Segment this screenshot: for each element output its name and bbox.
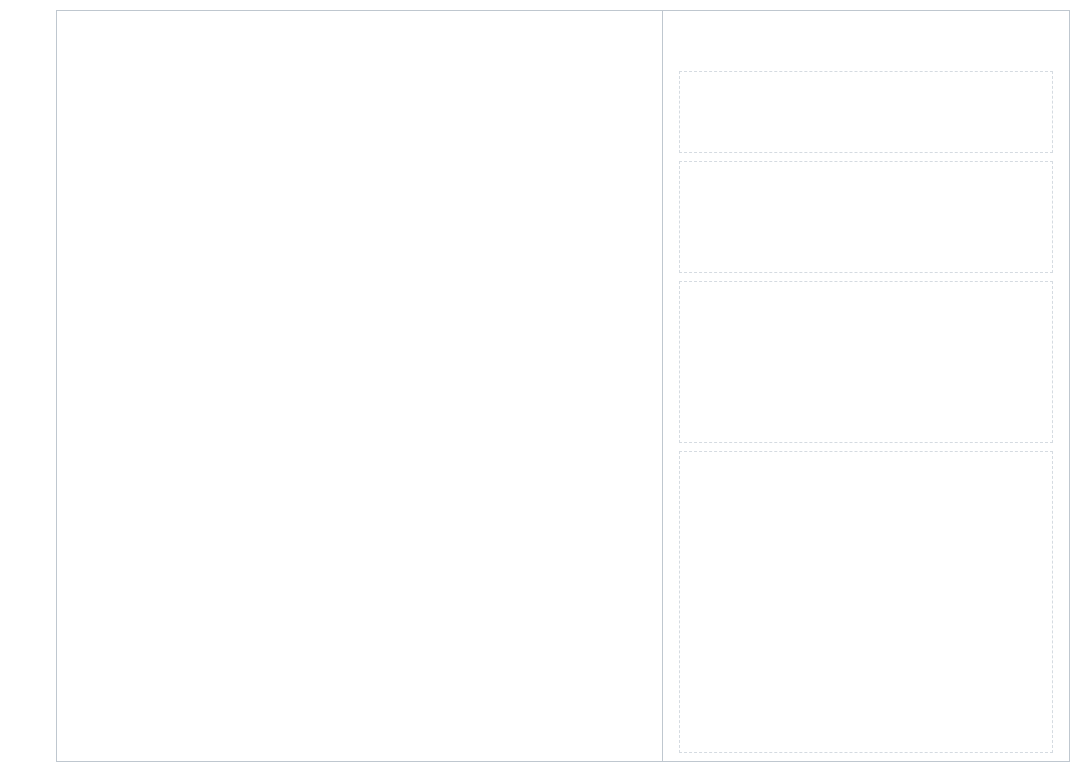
side-notes-block xyxy=(679,161,1053,273)
side-notes-block xyxy=(679,71,1053,153)
spreadsheet-sheet xyxy=(56,10,1070,762)
side-notes-block xyxy=(679,451,1053,753)
side-notes-panel xyxy=(663,11,1069,761)
main-table xyxy=(57,11,663,761)
side-notes-block xyxy=(679,281,1053,443)
